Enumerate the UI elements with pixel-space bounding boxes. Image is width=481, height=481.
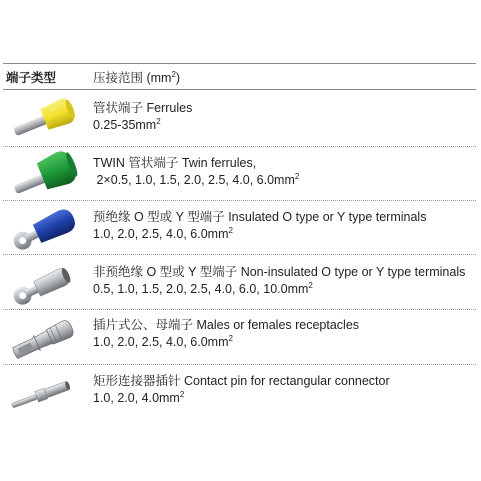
row-text [93,317,359,351]
header-crimp-range-end: ) [175,71,181,85]
row-range [93,172,299,189]
green-twin-ferrule-icon [6,149,80,199]
row-range [93,390,390,407]
row-range-sup: 2 [228,333,233,343]
header-crimp-range-label: 压接范围 (mm [93,71,172,85]
row-range-sup: 2 [156,116,161,126]
table-row [0,92,481,144]
row-range-value: 0.25-35mm [93,118,157,132]
row-title: 矩形连接器插针 Contact pin for rectangular connector [93,374,390,388]
table-header [3,64,478,89]
row-range [93,334,359,351]
row-text [93,100,192,134]
contact-pin-icon [6,369,80,419]
row-range-value: 1.0, 2.0, 2.5, 4.0, 6.0mm [93,335,229,349]
row-range [93,281,465,298]
table-row [0,201,481,253]
row-title: 非预绝缘 O 型或 Y 型端子 Non-insulated O type or Y type terminals [93,265,466,279]
row-range [93,226,426,243]
table-row [0,255,481,309]
row-title: TWIN 管状端子 Twin ferrules, [93,156,257,170]
header-terminal-type: 端子类型 [6,71,57,85]
row-range [93,117,192,134]
row-text [93,155,299,189]
header-crimp-range-sup: 2 [171,69,176,79]
row-text [93,209,426,243]
table-row [0,310,481,364]
row-title: 插片式公、母端子 Males or females receptacles [93,318,360,332]
yellow-ferrule-icon [6,94,80,144]
non-insulated-ring-terminal-icon [6,258,80,308]
row-range-value: 2×0.5, 1.0, 1.5, 2.0, 2.5, 4.0, 6.0mm [93,173,295,187]
header-crimp-range [93,68,180,86]
table-row [0,147,481,199]
row-range-sup: 2 [179,389,185,399]
row-text [93,373,390,407]
row-range-sup: 2 [228,225,233,235]
row-text [93,264,465,298]
row-range-value: 1.0, 2.0, 2.5, 4.0, 6.0mm [93,227,229,241]
row-range-value: 1.0, 2.0, 4.0mm [93,391,180,405]
row-range-value: 0.5, 1.0, 1.5, 2.0, 2.5, 4.0, 6.0, 10.0mm [93,282,309,296]
row-range-sup: 2 [308,280,313,290]
flat-receptacle-icon [6,312,80,362]
header-rule [3,89,476,90]
blue-ring-terminal-icon [6,203,80,253]
row-title: 管状端子 Ferrules [93,101,193,115]
table-row [0,365,481,419]
row-title: 预绝缘 O 型或 Y 型端子 Insulated O type or Y type terminals [93,210,427,224]
row-range-sup: 2 [294,171,300,181]
